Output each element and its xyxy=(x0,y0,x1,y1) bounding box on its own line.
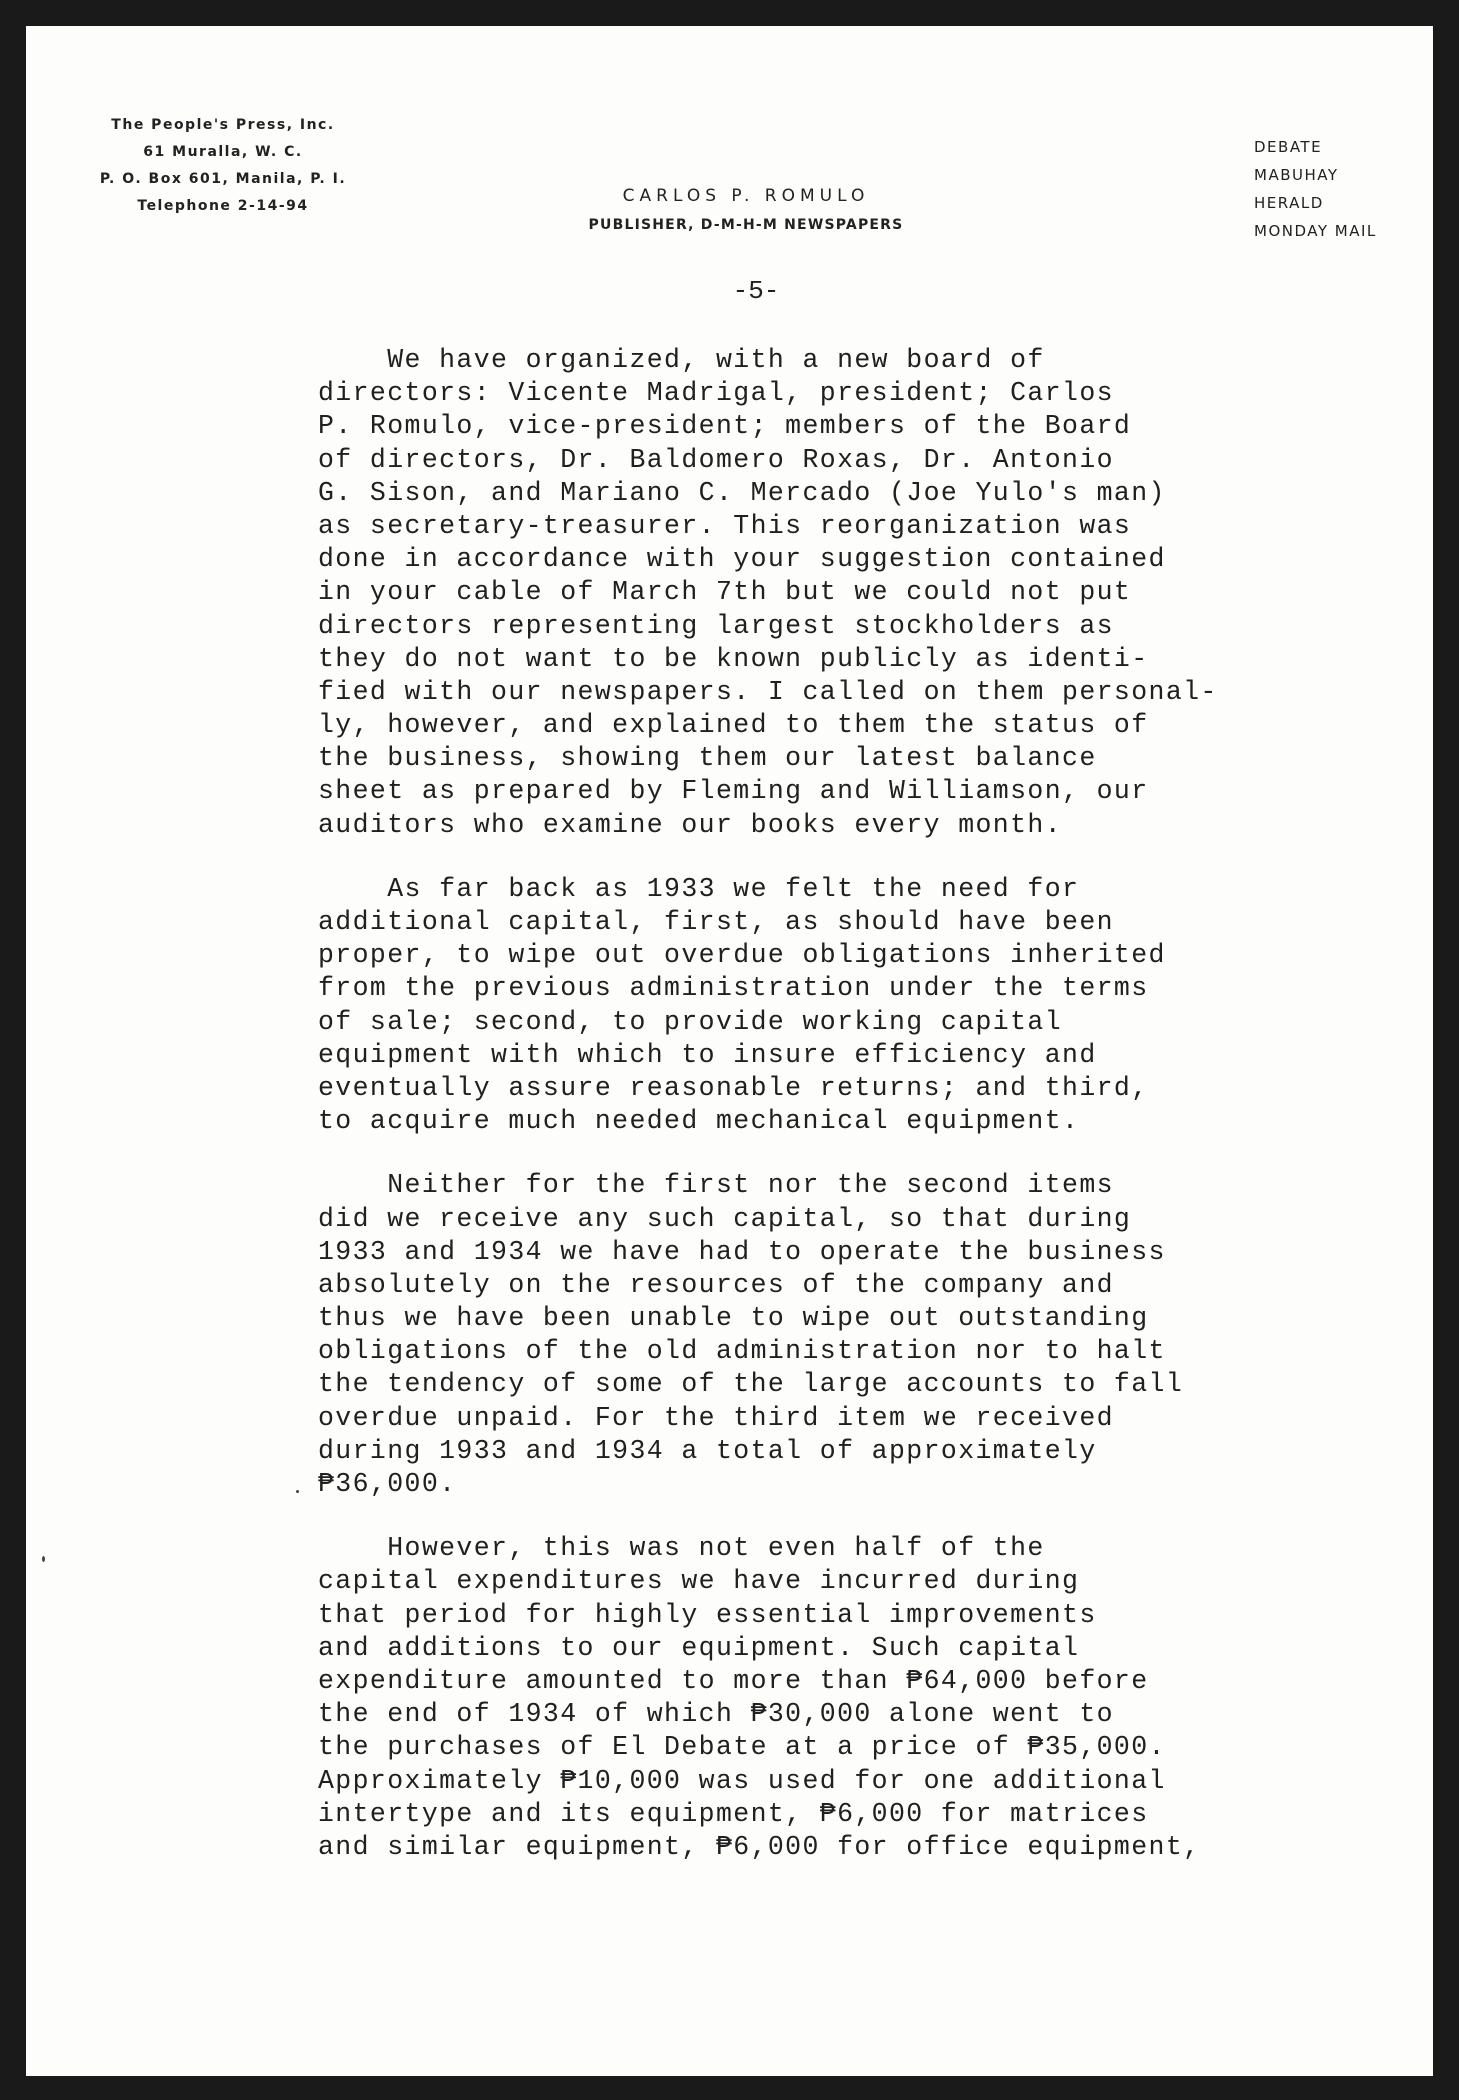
paragraph xyxy=(318,1532,1368,1864)
text-line: the end of 1934 of which ₱30,000 alone went to xyxy=(318,1699,1114,1730)
text-line: capital expenditures we have incurred during xyxy=(318,1566,1080,1597)
letterhead-telephone: Telephone 2-14-94 xyxy=(137,198,309,214)
letterhead-name: CARLOS P. ROMULO xyxy=(622,186,870,206)
text-line: We have organized, with a new board of xyxy=(318,345,1045,375)
letterhead-newspapers-block xyxy=(1254,133,1377,245)
text-line: auditors who examine our books every month. xyxy=(318,809,1063,840)
text-line: proper, to wipe out overdue obligations inherited xyxy=(318,940,1166,971)
text-line: directors representing largest stockholders as xyxy=(318,610,1114,641)
document-page xyxy=(26,26,1433,2076)
text-line: sheet as prepared by Fleming and Williamson, our xyxy=(318,776,1149,807)
text-line: the purchases of El Debate at a price of ₱35,000. xyxy=(318,1732,1166,1763)
newspaper-mabuhay: MABUHAY xyxy=(1254,166,1339,184)
text-line: and additions to our equipment. Such capital xyxy=(318,1632,1080,1663)
text-line: that period for highly essential improvements xyxy=(318,1599,1097,1630)
text-line: and similar equipment, ₱6,000 for office equipment, xyxy=(318,1831,1201,1862)
text-line: of sale; second, to provide working capital xyxy=(318,1006,1063,1037)
letterhead-po-box: P. O. Box 601, Manila, P. I. xyxy=(99,171,347,187)
text-line: to acquire much needed mechanical equipment. xyxy=(318,1106,1080,1137)
paragraph xyxy=(318,1169,1368,1501)
letterhead-street: 61 Muralla, W. C. xyxy=(143,144,303,160)
paper-speck xyxy=(296,1490,299,1493)
text-line: did we receive any such capital, so that during xyxy=(318,1203,1132,1234)
text-line: additional capital, first, as should have been xyxy=(318,907,1114,937)
newspaper-herald: HERALD xyxy=(1254,194,1324,212)
text-line: absolutely on the resources of the company and xyxy=(318,1269,1114,1300)
text-line: G. Sison, and Mariano C. Mercado (Joe Yulo's man) xyxy=(318,477,1166,508)
letterhead-title: PUBLISHER, D-M-H-M NEWSPAPERS xyxy=(588,217,904,233)
text-line: in your cable of March 7th but we could not put xyxy=(318,577,1132,608)
text-line: However, this was not even half of the xyxy=(318,1533,1045,1564)
text-line: overdue unpaid. For the third item we received xyxy=(318,1402,1114,1433)
text-line: directors: Vicente Madrigal, president; Carlos xyxy=(318,378,1114,409)
letterhead-company: The People's Press, Inc. xyxy=(111,117,335,133)
text-line: ₱36,000. xyxy=(318,1469,457,1499)
text-line: they do not want to be known publicly as identi- xyxy=(318,643,1149,674)
text-line: expenditure amounted to more than ₱64,000 before xyxy=(318,1665,1149,1696)
paragraph xyxy=(318,873,1368,1139)
text-line: As far back as 1933 we felt the need for xyxy=(318,873,1080,904)
text-line: eventually assure reasonable returns; and third, xyxy=(318,1072,1149,1103)
text-line: during 1933 and 1934 a total of approximately xyxy=(318,1435,1097,1466)
text-line: as secretary-treasurer. This reorganization was xyxy=(318,510,1132,541)
paragraph xyxy=(318,344,1368,842)
text-line: from the previous administration under the terms xyxy=(318,973,1149,1004)
text-line: P. Romulo, vice-president; members of the Board xyxy=(318,411,1132,442)
text-line: Neither for the first nor the second items xyxy=(318,1170,1114,1201)
text-line: Approximately ₱10,000 was used for one additional xyxy=(318,1765,1166,1796)
text-line: 1933 and 1934 we have had to operate the business xyxy=(318,1236,1166,1267)
text-line: intertype and its equipment, ₱6,000 for matrices xyxy=(318,1798,1149,1829)
letterhead-center-block xyxy=(526,180,966,238)
text-line: fied with our newspapers. I called on them personal- xyxy=(318,676,1218,707)
paper-speck xyxy=(42,1556,45,1562)
text-line: the business, showing them our latest balance xyxy=(318,743,1097,774)
letter-body xyxy=(318,344,1368,1895)
letterhead-address-block xyxy=(78,112,368,220)
text-line: of directors, Dr. Baldomero Roxas, Dr. Antonio xyxy=(318,444,1114,475)
newspaper-debate: DEBATE xyxy=(1254,138,1323,156)
text-line: obligations of the old administration nor to halt xyxy=(318,1336,1166,1367)
text-line: thus we have been unable to wipe out outstanding xyxy=(318,1303,1149,1334)
text-line: equipment with which to insure efficiency and xyxy=(318,1039,1097,1070)
page-number: -5- xyxy=(732,276,780,306)
newspaper-monday-mail: MONDAY MAIL xyxy=(1254,222,1377,240)
text-line: the tendency of some of the large accounts to fall xyxy=(318,1369,1184,1400)
text-line: ly, however, and explained to them the status of xyxy=(318,710,1149,741)
text-line: done in accordance with your suggestion contained xyxy=(318,544,1166,575)
